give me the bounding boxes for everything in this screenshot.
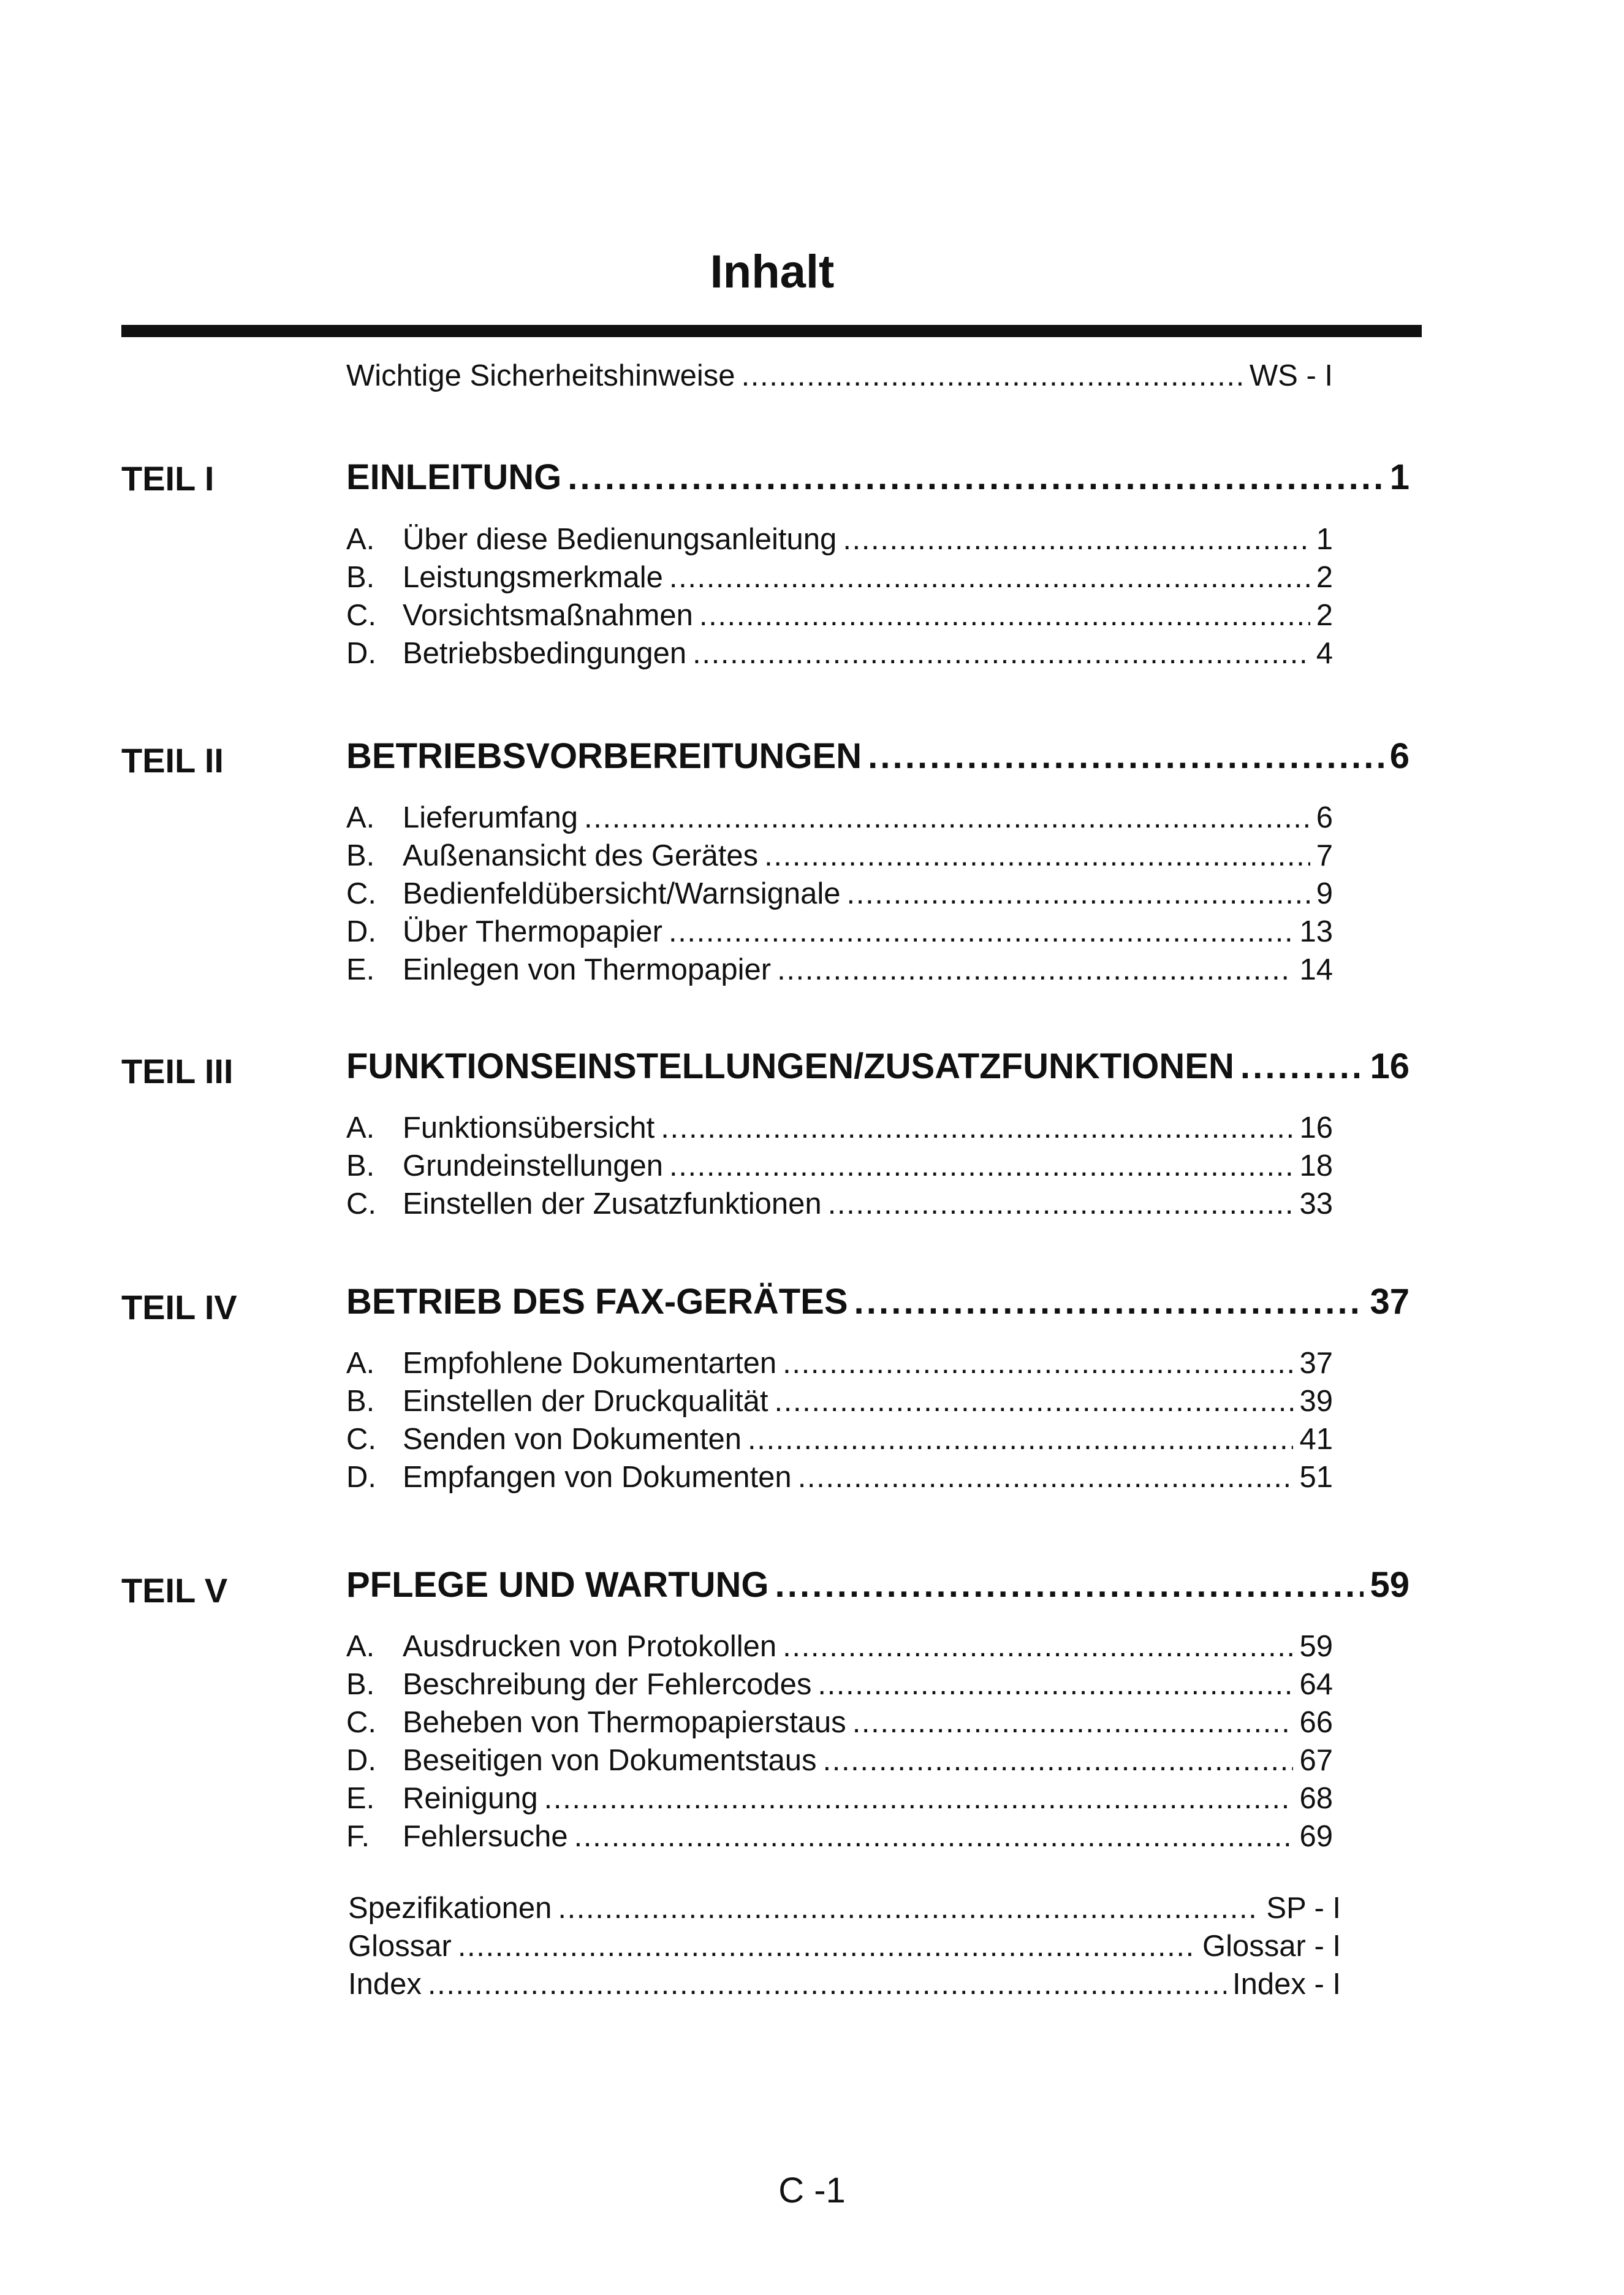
dot-leader <box>843 522 1310 557</box>
page-number: C -1 <box>778 2171 846 2210</box>
dot-leader <box>692 636 1310 671</box>
toc-item-row <box>346 1422 1333 1456</box>
item-text: Ausdrucken von Protokollen <box>403 1630 777 1663</box>
item-letter: B. <box>346 1149 375 1182</box>
page-title: Inhalt <box>710 246 835 298</box>
dot-leader <box>818 1667 1293 1702</box>
dot-leader <box>558 1891 1260 1925</box>
item-page: 39 <box>1299 1385 1333 1418</box>
item-text: Beschreibung der Fehlercodes <box>403 1668 812 1701</box>
item-text: Vorsichtsmaßnahmen <box>403 599 693 632</box>
dot-leader <box>458 1929 1196 1963</box>
dot-leader <box>661 1111 1293 1145</box>
dot-leader <box>852 1705 1294 1740</box>
item-letter: E. <box>346 953 375 986</box>
item-page: 69 <box>1299 1820 1333 1853</box>
dot-leader <box>764 839 1310 873</box>
item-letter: C. <box>346 599 376 632</box>
toc-entry-page: WS - I <box>1249 359 1333 392</box>
item-letter: B. <box>346 561 375 594</box>
item-page: 9 <box>1316 877 1333 910</box>
item-letter: F. <box>346 1820 370 1853</box>
item-letter: B. <box>346 839 375 872</box>
part-page: 6 <box>1389 736 1410 776</box>
toc-appendix-row <box>348 1929 1341 1963</box>
part-heading: BETRIEBSVORBEREITUNGEN <box>346 736 862 776</box>
appendix-page: Index - I <box>1232 1968 1341 2001</box>
toc-item-row <box>346 1460 1333 1494</box>
item-text: Außenansicht des Gerätes <box>403 839 759 872</box>
toc-item-row <box>346 1187 1333 1221</box>
item-letter: A. <box>346 1630 375 1663</box>
dot-leader <box>847 877 1310 911</box>
toc-item-row <box>346 1384 1333 1418</box>
toc-safety-row <box>346 359 1333 393</box>
item-text: Über Thermopapier <box>403 915 662 948</box>
dot-leader <box>783 1346 1293 1380</box>
appendix-page: Glossar - I <box>1202 1930 1341 1963</box>
toc-item-row <box>346 953 1333 987</box>
item-page: 14 <box>1299 953 1333 986</box>
dot-leader <box>777 953 1293 987</box>
item-page: 13 <box>1299 915 1333 948</box>
item-letter: C. <box>346 1706 376 1739</box>
item-letter: A. <box>346 523 375 556</box>
appendix-text: Glossar <box>348 1930 452 1963</box>
dot-leader <box>798 1460 1294 1494</box>
dot-leader <box>669 1149 1294 1183</box>
item-letter: C. <box>346 1423 376 1456</box>
item-letter: D. <box>346 915 376 948</box>
dot-leader <box>868 736 1384 777</box>
part-label: TEIL I <box>121 459 214 498</box>
item-letter: D. <box>346 1744 376 1777</box>
item-text: Lieferumfang <box>403 801 579 834</box>
part-heading: BETRIEB DES FAX-GERÄTES <box>346 1282 848 1322</box>
item-text: Betriebsbedingungen <box>403 637 687 670</box>
toc-item-row <box>346 636 1333 671</box>
item-text: Fehlersuche <box>403 1820 568 1853</box>
item-letter: A. <box>346 1111 375 1144</box>
part-heading-row <box>346 736 1410 777</box>
toc-item-row <box>346 1667 1333 1702</box>
item-text: Über diese Bedienungsanleitung <box>403 523 837 556</box>
toc-entry-text: Wichtige Sicherheitshinweise <box>346 359 735 392</box>
dot-leader <box>742 359 1243 393</box>
item-text: Einstellen der Zusatzfunktionen <box>403 1187 822 1220</box>
appendix-page: SP - I <box>1266 1892 1341 1925</box>
toc-item-row <box>346 839 1333 873</box>
item-text: Bedienfeldübersicht/Warnsignale <box>403 877 841 910</box>
part-page: 59 <box>1370 1565 1410 1605</box>
item-letter: C. <box>346 877 376 910</box>
toc-appendix-row <box>348 1891 1341 1925</box>
dot-leader <box>544 1781 1294 1816</box>
item-text: Einstellen der Druckqualität <box>403 1385 768 1418</box>
item-letter: B. <box>346 1668 375 1701</box>
toc-item-row <box>346 1346 1333 1380</box>
item-page: 4 <box>1316 637 1333 670</box>
dot-leader <box>1240 1046 1364 1087</box>
item-page: 37 <box>1299 1347 1333 1380</box>
item-text: Beheben von Thermopapierstaus <box>403 1706 846 1739</box>
toc-item-row <box>346 877 1333 911</box>
item-text: Senden von Dokumenten <box>403 1423 742 1456</box>
title-rule <box>121 325 1422 337</box>
item-text: Empfangen von Dokumenten <box>403 1461 792 1494</box>
toc-item-row <box>346 1149 1333 1183</box>
part-page: 37 <box>1370 1282 1410 1322</box>
item-page: 51 <box>1299 1461 1333 1494</box>
dot-leader <box>574 1819 1294 1854</box>
item-page: 64 <box>1299 1668 1333 1701</box>
toc-item-row <box>346 1629 1333 1664</box>
item-page: 2 <box>1316 599 1333 632</box>
item-letter: D. <box>346 1461 376 1494</box>
item-page: 67 <box>1299 1744 1333 1777</box>
item-page: 59 <box>1299 1630 1333 1663</box>
dot-leader <box>854 1281 1364 1322</box>
dot-leader <box>783 1629 1293 1664</box>
item-text: Einlegen von Thermopapier <box>403 953 772 986</box>
part-page: 1 <box>1389 457 1410 497</box>
item-text: Grundeinstellungen <box>403 1149 663 1182</box>
item-text: Reinigung <box>403 1782 538 1815</box>
toc-item-row <box>346 1819 1333 1854</box>
item-letter: A. <box>346 801 375 834</box>
dot-leader <box>823 1743 1294 1778</box>
part-heading-row <box>346 1564 1410 1605</box>
dot-leader <box>669 560 1310 595</box>
dot-leader <box>567 457 1384 498</box>
dot-leader <box>584 801 1310 835</box>
part-label: TEIL V <box>121 1571 228 1610</box>
item-page: 33 <box>1299 1187 1333 1220</box>
part-heading: EINLEITUNG <box>346 457 562 497</box>
item-letter: B. <box>346 1385 375 1418</box>
item-letter: E. <box>346 1782 375 1815</box>
item-page: 66 <box>1299 1706 1333 1739</box>
dot-leader <box>669 915 1294 949</box>
dot-leader <box>774 1384 1293 1418</box>
part-label: TEIL II <box>121 741 224 780</box>
part-page: 16 <box>1370 1046 1410 1086</box>
part-label: TEIL IV <box>121 1288 237 1326</box>
toc-item-row <box>346 801 1333 835</box>
toc-item-row <box>346 1781 1333 1816</box>
part-heading: FUNKTIONSEINSTELLUNGEN/ZUSATZFUNKTIONEN <box>346 1046 1234 1086</box>
appendix-text: Spezifikationen <box>348 1892 552 1925</box>
item-page: 7 <box>1316 839 1333 872</box>
item-text: Funktionsübersicht <box>403 1111 655 1144</box>
item-page: 2 <box>1316 561 1333 594</box>
toc-item-row <box>346 522 1333 557</box>
item-text: Beseitigen von Dokumentstaus <box>403 1744 817 1777</box>
dot-leader <box>748 1422 1293 1456</box>
part-heading: PFLEGE UND WARTUNG <box>346 1565 769 1605</box>
appendix-text: Index <box>348 1968 422 2001</box>
part-heading-row <box>346 457 1410 498</box>
item-page: 41 <box>1299 1423 1333 1456</box>
toc-item-row <box>346 1111 1333 1145</box>
item-page: 6 <box>1316 801 1333 834</box>
item-page: 1 <box>1316 523 1333 556</box>
toc-item-row <box>346 1705 1333 1740</box>
part-heading-row <box>346 1281 1410 1322</box>
dot-leader <box>428 1967 1226 2001</box>
dot-leader <box>828 1187 1294 1221</box>
toc-appendix-row <box>348 1967 1341 2001</box>
item-text: Empfohlene Dokumentarten <box>403 1347 777 1380</box>
toc-item-row <box>346 560 1333 595</box>
toc-item-row <box>346 598 1333 633</box>
item-letter: D. <box>346 637 376 670</box>
dot-leader <box>699 598 1310 633</box>
item-text: Leistungsmerkmale <box>403 561 663 594</box>
part-heading-row <box>346 1046 1410 1087</box>
item-letter: C. <box>346 1187 376 1220</box>
item-letter: A. <box>346 1347 375 1380</box>
toc-item-row <box>346 915 1333 949</box>
item-page: 18 <box>1299 1149 1333 1182</box>
dot-leader <box>775 1564 1364 1605</box>
item-page: 16 <box>1299 1111 1333 1144</box>
item-page: 68 <box>1299 1782 1333 1815</box>
part-label: TEIL III <box>121 1052 233 1090</box>
toc-item-row <box>346 1743 1333 1778</box>
